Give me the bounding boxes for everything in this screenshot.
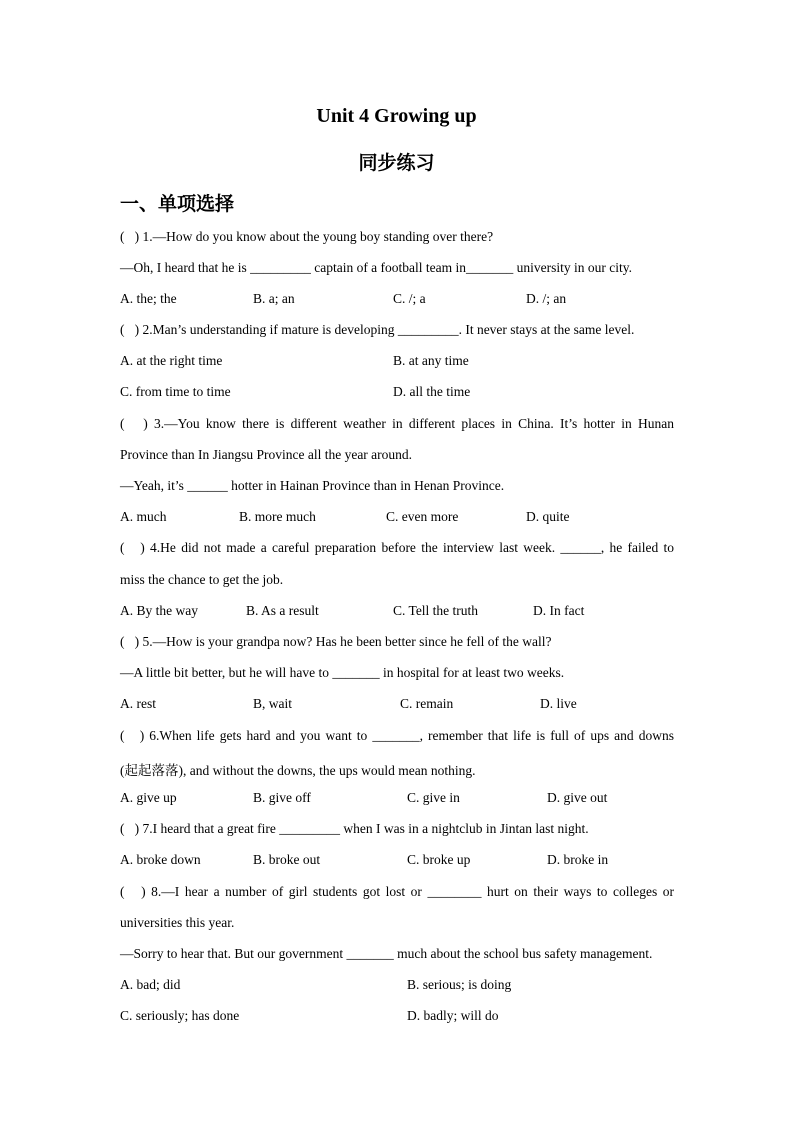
question-7-option-a: A. broke down — [120, 852, 201, 867]
page-subtitle: 同步练习 — [358, 152, 435, 174]
question-8-text: universities this year. — [120, 915, 235, 930]
question-5-stem: ( ) 5.—How is your grandpa now? Has he been better since he fell of the wall? — [120, 634, 552, 649]
question-3-text: Province than In Jiangsu Province all the year around. — [120, 447, 413, 462]
question-1-option-a: A. the; the — [120, 291, 177, 306]
question-4-option-c: C. Tell the truth — [393, 603, 479, 618]
question-5-option-a: A. rest — [120, 696, 156, 711]
question-3-text: —Yeah, it’s ______ hotter in Hainan Province than in Henan Province. — [120, 478, 505, 493]
question-6-option-a: A. give up — [120, 790, 177, 805]
question-5-text: —A little bit better, but he will have to _______ in hospital for at least two weeks. — [120, 665, 565, 680]
question-3-option-b: B. more much — [239, 509, 316, 524]
question-3-option-c: C. even more — [386, 509, 459, 524]
question-5-option-d: D. live — [540, 696, 577, 711]
question-7-option-c: C. broke up — [407, 852, 471, 867]
question-8-option-b: B. serious; is doing — [407, 977, 512, 992]
question-5-option-b: B, wait — [253, 696, 292, 711]
question-4-option-d: D. In fact — [533, 603, 585, 618]
question-8-option-d: D. badly; will do — [407, 1008, 499, 1023]
question-2-option-a: A. at the right time — [120, 353, 223, 368]
question-7-option-b: B. broke out — [253, 852, 321, 867]
question-1-text: —Oh, I heard that he is _________ captain of a football team in_______ university in our city. — [120, 260, 633, 275]
question-4-stem: ( ) 4.He did not made a careful preparation before the interview last week. ______, he failed to — [120, 540, 674, 555]
question-8-text: —Sorry to hear that. But our government _______ much about the school bus safety management. — [120, 946, 653, 961]
question-2-stem: ( ) 2.Man’s understanding if mature is developing _________. It never stays at the same level. — [120, 322, 635, 337]
question-8-option-c: C. seriously; has done — [120, 1008, 240, 1023]
question-1-stem: ( ) 1.—How do you know about the young boy standing over there? — [120, 229, 494, 244]
question-4-option-a: A. By the way — [120, 603, 198, 618]
question-1-option-d: D. /; an — [526, 291, 567, 306]
question-6-option-b: B. give off — [253, 790, 311, 805]
question-3-option-a: A. much — [120, 509, 167, 524]
section-heading: 一、单项选择 — [120, 193, 235, 215]
question-6-option-c: C. give in — [407, 790, 460, 805]
question-4-option-b: B. As a result — [246, 603, 319, 618]
question-3-stem: ( ) 3.—You know there is different weather in different places in China. It’s hotter in Hunan — [120, 416, 674, 431]
question-3-option-d: D. quite — [526, 509, 570, 524]
question-6-text: (起起落落), and without the downs, the ups would mean nothing. — [120, 763, 476, 778]
page-title: Unit 4 Growing up — [316, 105, 477, 127]
question-8-option-a: A. bad; did — [120, 977, 181, 992]
question-7-option-d: D. broke in — [547, 852, 609, 867]
question-6-option-d: D. give out — [547, 790, 608, 805]
question-2-option-d: D. all the time — [393, 384, 471, 399]
question-2-option-b: B. at any time — [393, 353, 469, 368]
question-8-stem: ( ) 8.—I hear a number of girl students got lost or ________ hurt on their ways to colleges or — [120, 884, 674, 899]
question-7-stem: ( ) 7.I heard that a great fire _________ when I was in a nightclub in Jintan last night. — [120, 821, 589, 836]
question-6-stem: ( ) 6.When life gets hard and you want to _______, remember that life is full of ups and downs — [120, 728, 674, 743]
question-1-option-c: C. /; a — [393, 291, 426, 306]
question-2-option-c: C. from time to time — [120, 384, 231, 399]
question-5-option-c: C. remain — [400, 696, 454, 711]
question-1-option-b: B. a; an — [253, 291, 295, 306]
question-4-text: miss the chance to get the job. — [120, 572, 284, 587]
